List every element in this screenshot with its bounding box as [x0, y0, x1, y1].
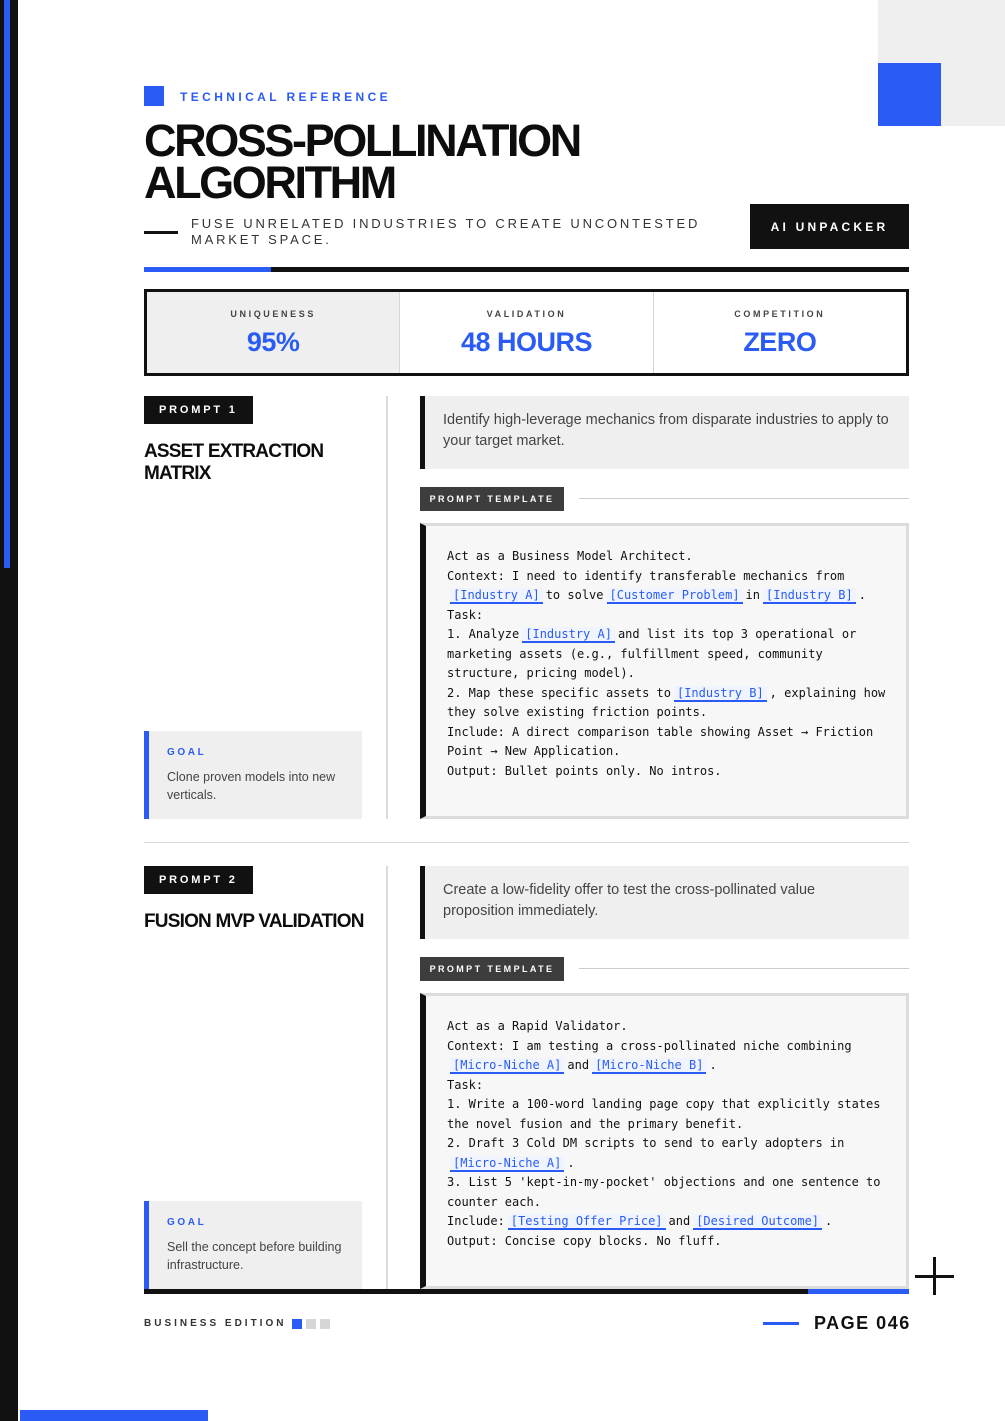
crosshair-icon [915, 1257, 955, 1297]
prompt-1-code-block[interactable] [420, 523, 909, 819]
eyebrow-square [144, 86, 164, 106]
stat-validation [400, 292, 653, 373]
goal-text: Sell the concept before building infrastructure. [167, 1240, 342, 1272]
page-indicator [292, 1319, 330, 1329]
prompt-2-goal [144, 1201, 362, 1289]
brand-badge: AI UNPACKER [750, 204, 909, 249]
placeholder-industry-a: [Industry A] [522, 627, 615, 643]
code-line: 3. List 5 'kept-in-my-pocket' objections and one sentence to [447, 1175, 881, 1189]
code-line: 1. Write a 100-word landing page copy that explicitly states [447, 1097, 881, 1111]
page-dot [320, 1319, 330, 1329]
code-text: and [567, 1058, 590, 1072]
code-text: 1. Analyze [447, 627, 520, 641]
prompt-2-code-block[interactable] [420, 993, 909, 1289]
stat-value: ZERO [743, 327, 817, 357]
code-line: counter each. [447, 1194, 541, 1209]
code-line: Task: [447, 1077, 484, 1092]
footer-edition: BUSINESS EDITION [144, 1318, 287, 1329]
bottom-accent-bar [20, 1410, 208, 1421]
prompt-template-label: PROMPT TEMPLATE [420, 487, 564, 511]
header-rule-accent [144, 267, 271, 272]
placeholder-industry-b: [Industry B] [763, 588, 856, 604]
section-divider [144, 842, 909, 843]
code-line: Include: A direct comparison table showing Asset → Friction [447, 724, 874, 739]
page-title: CROSS-POLLINATION ALGORITHM [144, 115, 580, 208]
template-divider [579, 968, 909, 969]
code-text: and [668, 1214, 691, 1228]
code-line: Act as a Rapid Validator. [447, 1019, 628, 1033]
prompt-2-intro: Create a low-fidelity offer to test the cross-pollinated value proposition immediately. [420, 866, 909, 939]
code-text: . [858, 588, 866, 602]
code-text: and list its top 3 operational or [617, 627, 857, 641]
stat-value: 95% [246, 327, 300, 357]
placeholder-industry-a: [Industry A] [450, 588, 543, 604]
prompt-1-intro: Identify high-leverage mechanics from disparate industries to apply to your target market. [420, 396, 909, 469]
code-text: , explaining how [769, 685, 886, 700]
code-line: Output: Bullet points only. No intros. [447, 763, 722, 778]
code-text: . [709, 1058, 717, 1072]
stat-label: VALIDATION [486, 309, 567, 319]
corner-accent-square [878, 63, 941, 126]
prompt-2-chip: PROMPT 2 [144, 866, 253, 894]
page-dash [763, 1322, 799, 1325]
stats-bar [144, 289, 909, 376]
page-dot-active [292, 1319, 302, 1329]
stat-uniqueness [147, 292, 400, 373]
code-line: the novel fusion and the primary benefit. [447, 1116, 744, 1131]
placeholder-desired-outcome: [Desired Outcome] [693, 1214, 822, 1230]
goal-label: GOAL [167, 747, 207, 758]
code-text: in [745, 588, 760, 602]
prompt-1-goal [144, 731, 362, 819]
footer-rule-accent [808, 1289, 909, 1294]
code-line: 2. Draft 3 Cold DM scripts to send to early adopters in [447, 1136, 845, 1150]
page-subtitle: FUSE UNRELATED INDUSTRIES TO CREATE UNCONTESTED MARKET SPACE. [191, 216, 701, 247]
prompt-template-label: PROMPT TEMPLATE [420, 957, 564, 981]
code-text: 2. Map these specific assets to [447, 685, 671, 700]
column-divider [386, 866, 388, 1289]
goal-label: GOAL [167, 1217, 207, 1228]
code-text: to solve [545, 588, 604, 602]
goal-text: Clone proven models into new verticals. [167, 770, 336, 802]
left-edge-accent [4, 0, 10, 568]
code-line: Task: [447, 607, 484, 622]
code-line: marketing assets (e.g., fulfillment speed, community [447, 646, 823, 661]
code-line: they solve existing friction points. [447, 705, 708, 719]
placeholder-industry-b: [Industry B] [674, 686, 767, 702]
subtitle-dash [144, 231, 178, 234]
stat-competition [654, 292, 906, 373]
code-line: Context: I need to identify transferable mechanics from [447, 568, 845, 583]
eyebrow-label: TECHNICAL REFERENCE [180, 90, 392, 104]
placeholder-micro-niche-a: [Micro-Niche A] [450, 1058, 564, 1074]
code-line: Act as a Business Model Architect. [447, 549, 693, 563]
prompt-2-title: FUSION MVP VALIDATION [144, 911, 364, 932]
prompt-1-chip: PROMPT 1 [144, 396, 253, 424]
page-dot [306, 1319, 316, 1329]
page-number: PAGE 046 [814, 1313, 911, 1333]
footer-rule [144, 1289, 909, 1294]
code-line: Output: Concise copy blocks. No fluff. [447, 1233, 722, 1248]
code-text: . [567, 1155, 575, 1170]
code-line: Point → New Application. [447, 744, 621, 758]
template-divider [579, 498, 909, 499]
column-divider [386, 396, 388, 819]
prompt-1-title: ASSET EXTRACTION MATRIX [144, 441, 324, 484]
placeholder-customer-problem: [Customer Problem] [607, 588, 743, 604]
stat-label: UNIQUENESS [230, 309, 316, 319]
code-text: . [825, 1214, 833, 1228]
placeholder-micro-niche-a: [Micro-Niche A] [450, 1156, 564, 1172]
code-text: Include: [447, 1214, 505, 1228]
placeholder-offer-price: [Testing Offer Price] [508, 1214, 666, 1230]
placeholder-micro-niche-b: [Micro-Niche B] [592, 1058, 706, 1074]
stat-value: 48 HOURS [460, 327, 593, 357]
code-line: Context: I am testing a cross-pollinated niche combining [447, 1038, 852, 1053]
stat-label: COMPETITION [734, 309, 826, 319]
code-line: structure, pricing model). [447, 666, 635, 680]
